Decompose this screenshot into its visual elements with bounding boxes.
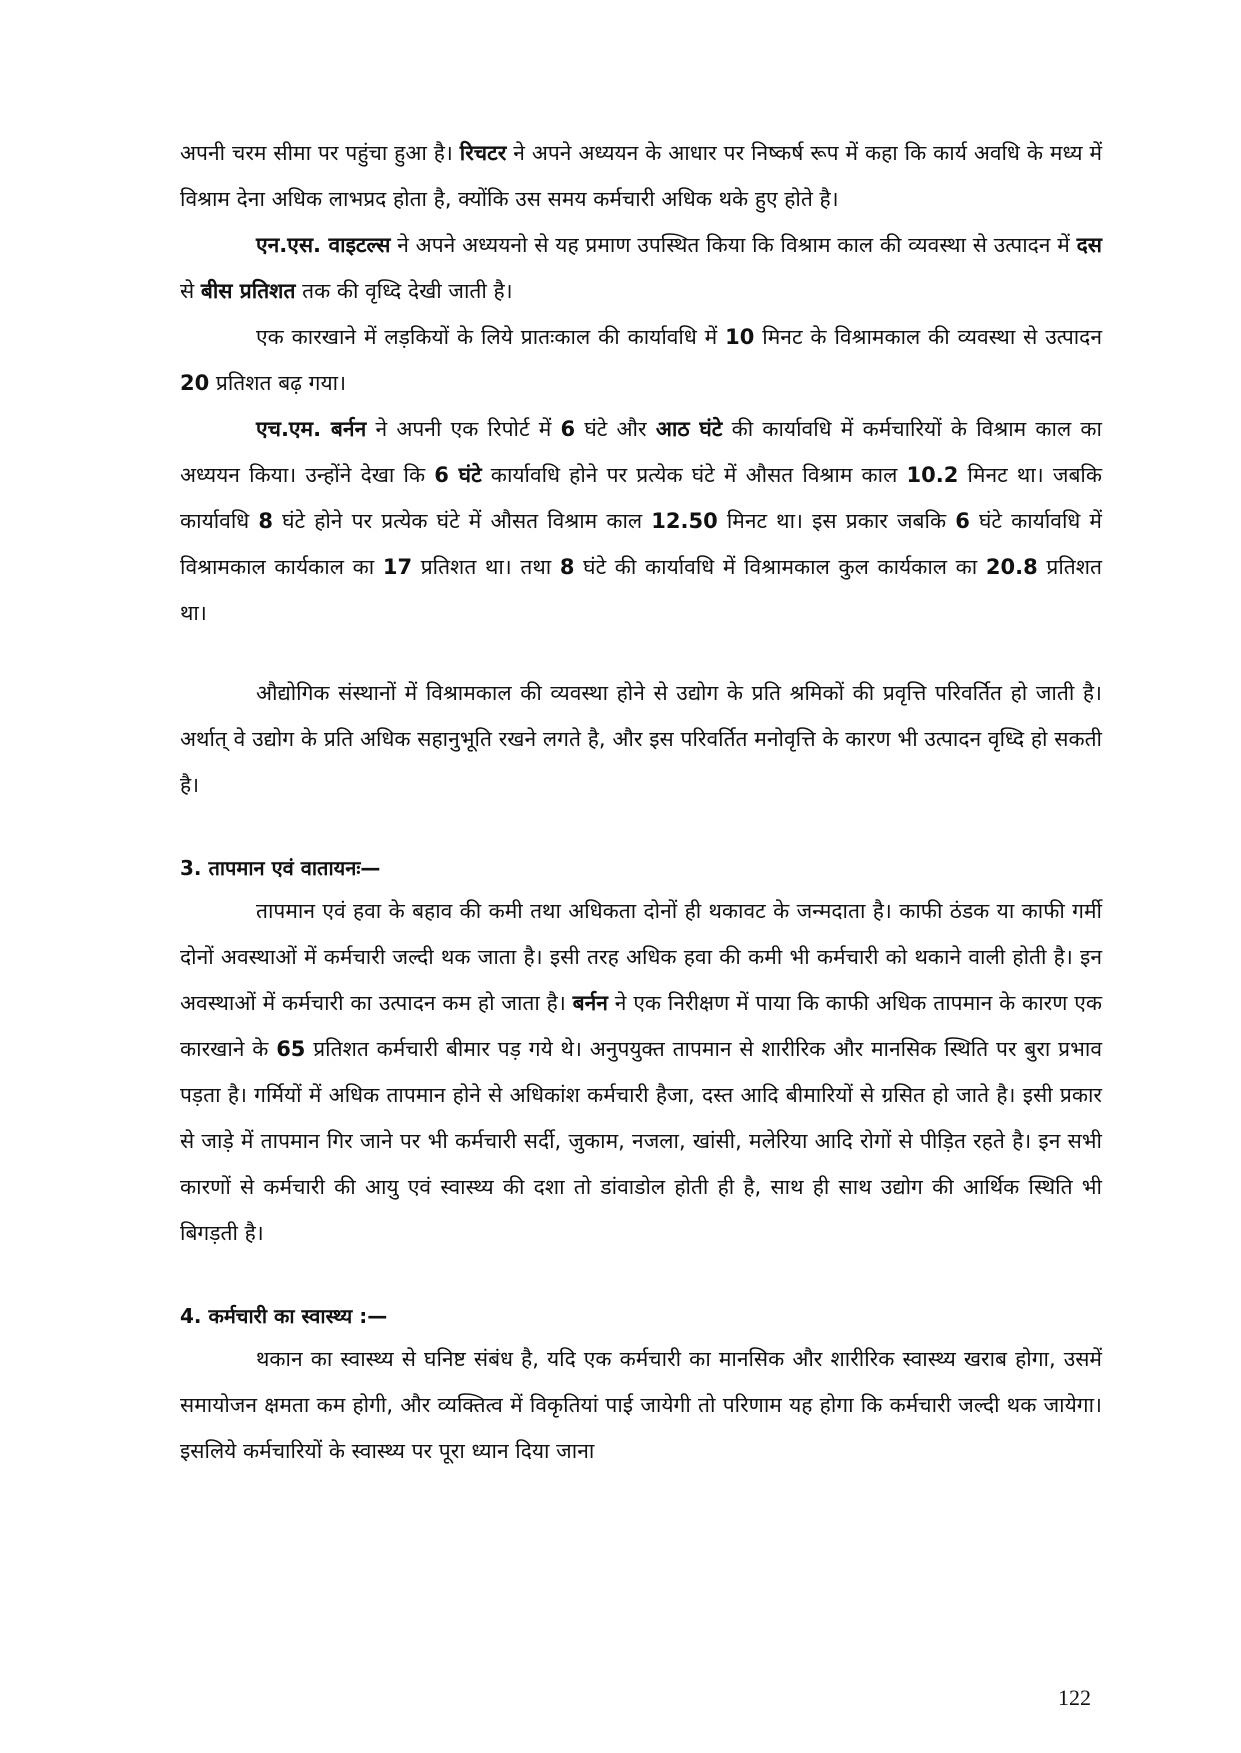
section-heading-temperature: 3. तापमान एवं वातायनः— [180,856,381,880]
bold-text-run: 20 [180,371,210,395]
bold-text-run: 8 [559,555,575,579]
bold-text-run: रिचटर [459,141,507,165]
text-run: अपनी चरम सीमा पर पहुंचा हुआ है। [180,141,460,165]
page-number: 122 [1058,1685,1091,1710]
text-run: ने अपने अध्ययन के आधार पर निष्कर्ष रूप में कहा कि कार्य अवधि के मध्य में विश्राम देना अधिक लाभप्रद होता है, क्योंकि उस समय कर्मचारी अधिक थके हुए होते है। [180,141,1103,211]
bold-text-run: 10 [725,325,755,349]
bold-text-run: एच.एम. बर्नन [256,417,367,441]
page-body [180,130,1102,1474]
text-run: प्रतिशत था। तथा [412,555,560,579]
paragraph-richter [180,130,1102,222]
text-run: ने एक निरीक्षण में पाया कि काफी अधिक तापमान के कारण एक कारखाने के [180,991,1102,1061]
paragraph-temperature [180,888,1102,1256]
bold-text-run: 6 [560,417,576,441]
bold-text-run: 8 [258,509,273,533]
bold-text-run: 20.8 [985,555,1038,579]
text-run: की कार्यावधि में कर्मचारियों के विश्राम काल का अध्ययन किया। उन्होंने देखा कि [180,417,1103,487]
paragraph-vernon-study [180,406,1102,636]
spacer [180,1256,1102,1296]
spacer [180,808,1102,848]
text-run: प्रतिशत कर्मचारी बीमार पड़ गये थे। अनुपयुक्त तापमान से शारीरिक और मानसिक स्थिति पर बुरा प्रभाव पड़ता है। गर्मियों में अधिक तापमान होने से अधिकांश कर्मचारी हैजा, दस्त आदि बीमारियों से ग्रसित हो जाते है। इसी प्रकार से जाड़े में तापमान गिर जाने पर भी कर्मचारी सर्दी, जुकाम, नजला, खांसी, मलेरिया आदि रोगों से पीड़ित रहते है। इन सभी कारणों से कर्मचारी की आयु एवं स्वास्थ्य की दशा तो डांवाडोल होती ही है, साथ ही साथ उद्योग की आर्थिक स्थिति भी बिगड़ती है। [180,1037,1103,1245]
text-run: घंटे और [575,417,656,441]
text-run: तक की वृध्दि देखी जाती है। [295,279,513,303]
bold-text-run: 17 [382,555,413,579]
spacer [180,636,1102,670]
paragraph-factory-girls [180,314,1102,406]
text-run: ने अपनी एक रिपोर्ट में [366,417,561,441]
bold-text-run: 10.2 [906,463,959,487]
text-run: कार्यावधि होने पर प्रत्येक घंटे में औसत विश्राम काल [481,463,907,487]
text-run: प्रतिशत था। [180,555,1102,625]
text-run: से [180,279,201,303]
bold-text-run: 6 [955,509,970,533]
text-run: तापमान एवं हवा के बहाव की कमी तथा अधिकता दोनों ही थकावट के जन्मदाता है। काफी ठंडक या काफी गर्मी दोनों अवस्थाओं में कर्मचारी जल्दी थक जाता है। इसी तरह अधिक हवा की कमी भी कर्मचारी को थकाने वाली होती है। इन अवस्थाओं में कर्मचारी का उत्पादन कम हो जाता है। [180,899,1102,1015]
bold-text-run: 65 [276,1037,306,1061]
bold-text-run: 6 घंटे [434,463,482,487]
bold-text-run: 12.50 [651,509,718,533]
text-run: एक कारखाने में लड़कियों के लिये प्रातःकाल की कार्यावधि में [256,325,726,349]
text-run: मिनट के विश्रामकाल की व्यवस्था से उत्पादन [754,325,1102,349]
text-run: मिनट था। जबकि कार्यावधि [180,463,1103,533]
paragraph-industrial-attitude [180,670,1102,808]
bold-text-run: बीस प्रतिशत [200,279,296,303]
text-run: ने अपने अध्ययनो से यह प्रमाण उपस्थित किया कि विश्राम काल की व्यवस्था से उत्पादन में [390,233,1077,257]
text-run: घंटे होने पर प्रत्येक घंटे में औसत विश्राम काल [272,509,652,533]
text-run: थकान का स्वास्थ्य से घनिष्ट संबंध है, यदि एक कर्मचारी का मानसिक और शारीरिक स्वास्थ्य खराब होगा, उसमें समायोजन क्षमता कम होगी, और व्यक्तित्व में विकृतियां पाई जायेगी तो परिणाम यह होगा कि कर्मचारी जल्दी थक जायेगा। इसलिये कर्मचारियों के स्वास्थ्य पर पूरा ध्यान दिया जाना [180,1347,1102,1463]
bold-text-run: दस [1076,233,1102,257]
bold-text-run: आठ घंटे [655,417,723,441]
text-run: घंटे की कार्यावधि में विश्रामकाल कुल कार्यकाल का [574,555,986,579]
section-heading-health: 4. कर्मचारी का स्वास्थ्य :— [180,1304,388,1328]
bold-text-run: एन.एस. वाइटल्स [256,233,391,257]
text-run: घंटे कार्यावधि में विश्रामकाल कार्यकाल का [180,509,1102,579]
text-run: प्रतिशत बढ़ गया। [209,371,347,395]
paragraph-vitels [180,222,1102,314]
bold-text-run: बर्नन [572,991,608,1015]
text-run: औद्योगिक संस्थानों में विश्रामकाल की व्यवस्था होने से उद्योग के प्रति श्रमिकों की प्रवृत्ति परिवर्तित हो जाती है। अर्थात् वे उद्योग के प्रति अधिक सहानुभूति रखने लगते है, और इस परिवर्तित मनोवृत्ति के कारण भी उत्पादन वृध्दि हो सकती है। [180,681,1102,797]
text-run: मिनट था। इस प्रकार जबकि [717,509,956,533]
paragraph-health [180,1336,1102,1474]
